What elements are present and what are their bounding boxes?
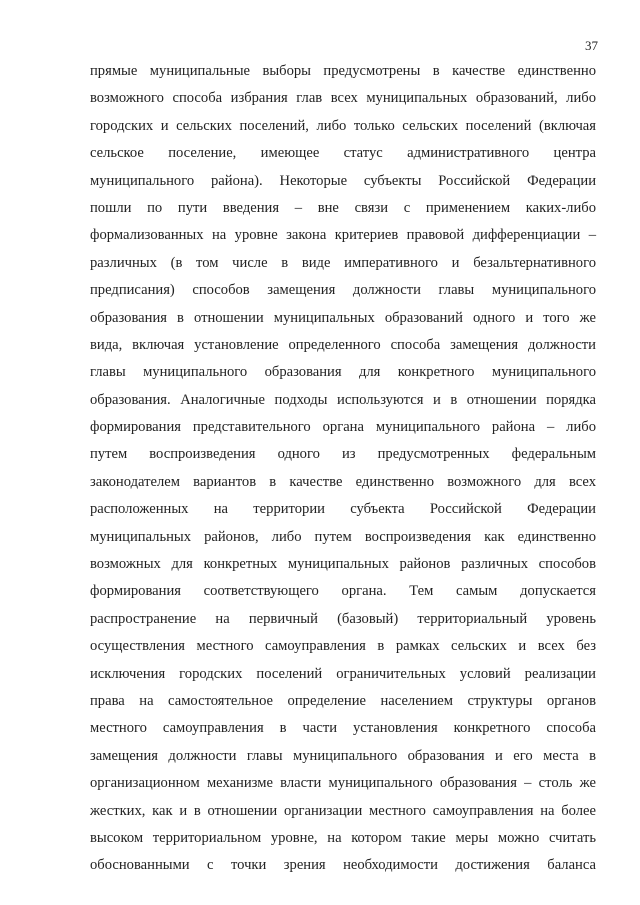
- body-text: [90, 58, 596, 880]
- text-line: путем воспроизведения одного из предусмотренных федеральным: [90, 446, 596, 463]
- text-line: замещения должности главы муниципального образования и его места в: [90, 747, 596, 764]
- text-line: возможных для конкретных муниципальных районов различных способов: [90, 556, 596, 573]
- text-line: местного самоуправления в части установления конкретного способа: [90, 720, 596, 737]
- text-line: муниципального района). Некоторые субъекты Российской Федерации: [90, 172, 596, 189]
- text-line: высоком территориальном уровне, на котором такие меры можно считать: [90, 829, 596, 846]
- text-line: различных (в том числе в виде императивного и безальтернативного: [90, 254, 596, 271]
- text-line: образования. Аналогичные подходы используются и в отношении порядка: [90, 391, 596, 408]
- text-line: пошли по пути введения – вне связи с применением каких-либо: [90, 199, 596, 216]
- text-line: осуществления местного самоуправления в рамках сельских и всех без: [90, 638, 596, 655]
- text-line: права на самостоятельное определение населением структуры органов: [90, 692, 596, 709]
- text-line: предписания) способов замещения должности главы муниципального: [90, 282, 596, 299]
- page-number: 37: [585, 38, 598, 53]
- text-line: формирования соответствующего органа. Тем самым допускается: [90, 583, 596, 600]
- text-line: прямые муниципальные выборы предусмотрены в качестве единственно: [90, 63, 596, 79]
- text-line: вида, включая установление определенного способа замещения должности: [90, 336, 596, 353]
- text-line: возможного способа избрания глав всех муниципальных образований, либо: [90, 90, 596, 107]
- text-line: исключения городских поселений ограничительных условий реализации: [90, 665, 596, 682]
- text-line: муниципальных районов, либо путем воспроизведения как единственно: [90, 528, 596, 545]
- text-line: распространение на первичный (базовый) территориальный уровень: [90, 610, 596, 627]
- text-line: сельское поселение, имеющее статус административного центра: [90, 145, 596, 162]
- text-line: организационном механизме власти муниципального образования – столь же: [90, 775, 596, 792]
- text-line: обоснованными с точки зрения необходимости достижения баланса: [90, 857, 596, 874]
- text-line: образования в отношении муниципальных образований одного и того же: [90, 309, 596, 326]
- text-line: формирования представительного органа муниципального района – либо: [90, 419, 596, 436]
- text-line: жестких, как и в отношении организации местного самоуправления на более: [90, 802, 596, 819]
- text-line: главы муниципального образования для конкретного муниципального: [90, 364, 596, 381]
- text-line: формализованных на уровне закона критериев правовой дифференциации –: [90, 227, 596, 244]
- text-line: городских и сельских поселений, либо только сельских поселений (включая: [90, 117, 596, 134]
- text-line: расположенных на территории субъекта Российской Федерации: [90, 501, 596, 518]
- text-line: законодателем вариантов в качестве единственно возможного для всех: [90, 473, 596, 490]
